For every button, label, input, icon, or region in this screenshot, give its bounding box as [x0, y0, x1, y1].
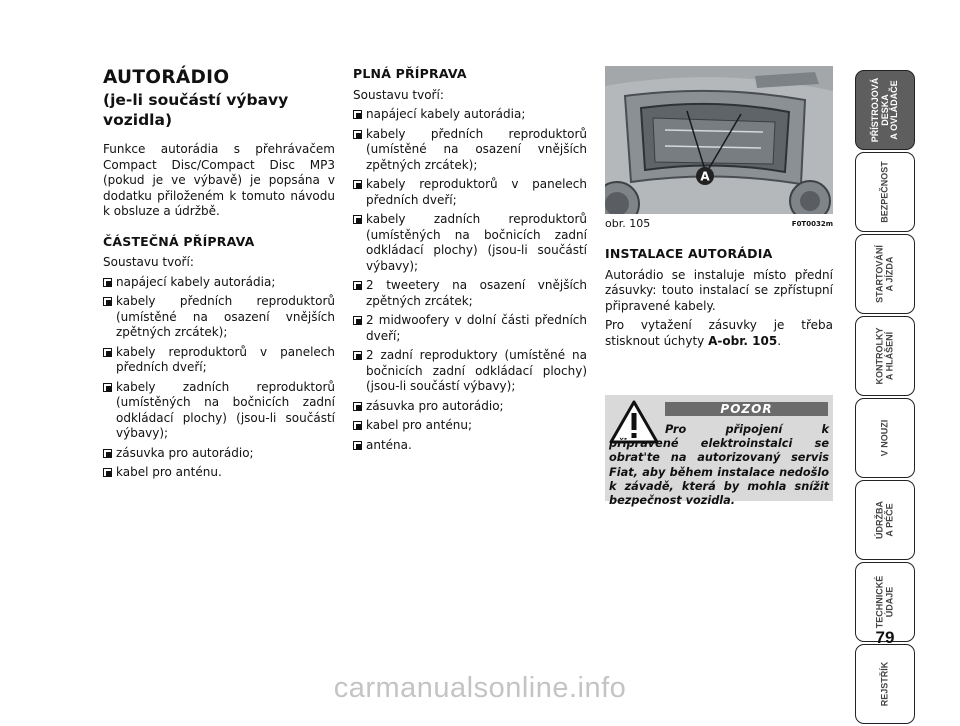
section-subtitle: [103, 90, 335, 130]
chapter-tab-label: STARTOVÁNÍ A JÍZDA: [874, 245, 894, 303]
partial-list: [103, 275, 335, 481]
chapter-tab-label: REJSTŘÍK: [879, 661, 890, 707]
list-item: [103, 380, 335, 442]
checkbox-bullet-icon: [103, 348, 112, 357]
list-item-text: kabely předních reproduktorů (umístěné na osazení vnějších zpětných zrcátek);: [116, 294, 335, 339]
subtitle-line-2: vozidla): [103, 111, 173, 129]
figure-code: F0T0032m: [791, 220, 833, 228]
list-item-text: 2 tweetery na osazení vnějších zpětných zrcátek;: [366, 278, 587, 308]
radio-slot-figure: [605, 66, 833, 214]
list-item: [103, 465, 335, 481]
chapter-tab[interactable]: [855, 70, 915, 150]
warning-text: Pro připojení k připravené elektroinstalci se obrat'te na autorizovaný servis Fiat, aby během instalace nedošlo k závadě, která by mohla snížit bezpečnost vozidla.: [609, 423, 829, 508]
figure-number: obr. 105: [605, 217, 651, 230]
list-item-text: kabel pro anténu;: [366, 418, 472, 432]
checkbox-bullet-icon: [103, 278, 112, 287]
list-item: [103, 446, 335, 462]
list-item: [103, 345, 335, 376]
full-lead: Soustavu tvoří:: [353, 87, 444, 102]
list-item: [353, 212, 587, 274]
list-item: [103, 294, 335, 341]
list-item-text: kabely reproduktorů v panelech předních dveří;: [116, 344, 335, 374]
warning-box: [605, 395, 833, 508]
list-item: [353, 313, 587, 344]
warning-title: POZOR: [665, 402, 828, 416]
checkbox-bullet-icon: [103, 449, 112, 458]
list-item-text: kabely zadních reproduktorů (umístěných na bočnicích zadní odkládací plochy) (jsou-li součástí výbavy);: [116, 379, 335, 440]
checkbox-bullet-icon: [353, 402, 362, 411]
install-paragraph-2-end: .: [777, 333, 782, 348]
checkbox-bullet-icon: [353, 180, 362, 189]
figure-marker: A: [700, 169, 710, 184]
chapter-tab-label: PŘÍSTROJOVÁ DESKA A OVLÁDAČE: [869, 77, 899, 143]
figure-caption: [605, 216, 833, 232]
checkbox-bullet-icon: [353, 351, 362, 360]
chapter-tab[interactable]: [855, 316, 915, 396]
full-list: [353, 107, 587, 453]
install-paragraph-2-text: Pro vytažení zásuvky je třeba stisknout úchyty: [605, 318, 833, 348]
list-item-text: kabel pro anténu.: [116, 465, 222, 479]
page-number: 79: [875, 628, 895, 647]
chapter-tab-label: V NOUZI: [879, 419, 890, 457]
list-item: [353, 399, 587, 415]
list-item-text: kabely zadních reproduktorů (umístěných na bočnicích zadní odkládací plochy) (jsou-li součástí výbavy);: [366, 212, 587, 273]
install-paragraph-1: Autorádio se instaluje místo přední zásuvky: touto instalací se zpřístupní připravené kabely.: [605, 267, 833, 313]
checkbox-bullet-icon: [353, 441, 362, 450]
chapter-tab[interactable]: [855, 480, 915, 560]
list-item: [353, 107, 587, 123]
list-item: [353, 278, 587, 309]
list-item-text: kabely reproduktorů v panelech předních dveří;: [366, 177, 587, 207]
list-item-text: anténa.: [366, 437, 412, 452]
checkbox-bullet-icon: [103, 468, 112, 477]
list-item-text: kabely předních reproduktorů (umístěné na osazení vnějších zpětných zrcátek);: [366, 126, 587, 172]
chapter-tab-label: TECHNICKÉ ÚDAJE: [874, 575, 894, 629]
checkbox-bullet-icon: [353, 281, 362, 290]
list-item-text: napájecí kabely autorádia;: [116, 274, 276, 289]
chapter-tab-label: BEZPEČNOST: [879, 161, 890, 223]
checkbox-bullet-icon: [353, 421, 362, 430]
list-item-text: napájecí kabely autorádia;: [366, 107, 526, 121]
chapter-tab-label: KONTROLKY A HLÁŠENÍ: [874, 327, 894, 385]
list-item-text: zásuvka pro autorádio;: [366, 398, 504, 413]
checkbox-bullet-icon: [353, 130, 362, 139]
chapter-tab[interactable]: [855, 234, 915, 314]
list-item-text: zásuvka pro autorádio;: [116, 445, 254, 460]
figure-reference: A-obr. 105: [708, 333, 778, 348]
watermark: carmanualsonline.info: [333, 672, 627, 704]
list-item: [103, 275, 335, 291]
partial-lead: Soustavu tvoří:: [103, 255, 194, 269]
list-item: [353, 177, 587, 208]
column-middle: [353, 66, 587, 457]
install-heading: INSTALACE AUTORÁDIA: [605, 246, 773, 261]
list-item-text: 2 zadní reproduktory (umístěné na bočnicích zadní odkládací plochy) (jsou-li součástí výbavy);: [366, 348, 587, 393]
checkbox-bullet-icon: [353, 215, 362, 224]
checkbox-bullet-icon: [103, 383, 112, 392]
column-right: [605, 66, 833, 353]
list-item-text: 2 midwoofery v dolní části předních dveří;: [366, 313, 587, 343]
install-paragraph-2: [605, 318, 833, 349]
dashboard-illustration: [605, 66, 833, 214]
checkbox-bullet-icon: [353, 316, 362, 325]
list-item: [353, 127, 587, 174]
column-left: [103, 66, 335, 485]
full-heading: PLNÁ PŘÍPRAVA: [353, 66, 467, 81]
list-item: [353, 418, 587, 434]
section-title: AUTORÁDIO: [103, 67, 230, 88]
list-item: [353, 348, 587, 395]
intro-paragraph: Funkce autorádia s přehrávačem Compact Disc/Compact Disc MP3 (pokud je ve výbavě) je popsána v dodatku přiloženém k tomuto návodu k obsluze a údržbě.: [103, 142, 335, 218]
chapter-tab-label: ÚDRŽBA A PÉČE: [874, 501, 894, 539]
chapter-tab[interactable]: [855, 398, 915, 478]
list-item: [353, 438, 587, 454]
checkbox-bullet-icon: [353, 110, 362, 119]
partial-heading: ČÁSTEČNÁ PŘÍPRAVA: [103, 233, 255, 249]
subtitle-line-1: (je-li součástí výbavy: [103, 91, 289, 109]
chapter-tab[interactable]: [855, 152, 915, 232]
checkbox-bullet-icon: [103, 297, 112, 306]
